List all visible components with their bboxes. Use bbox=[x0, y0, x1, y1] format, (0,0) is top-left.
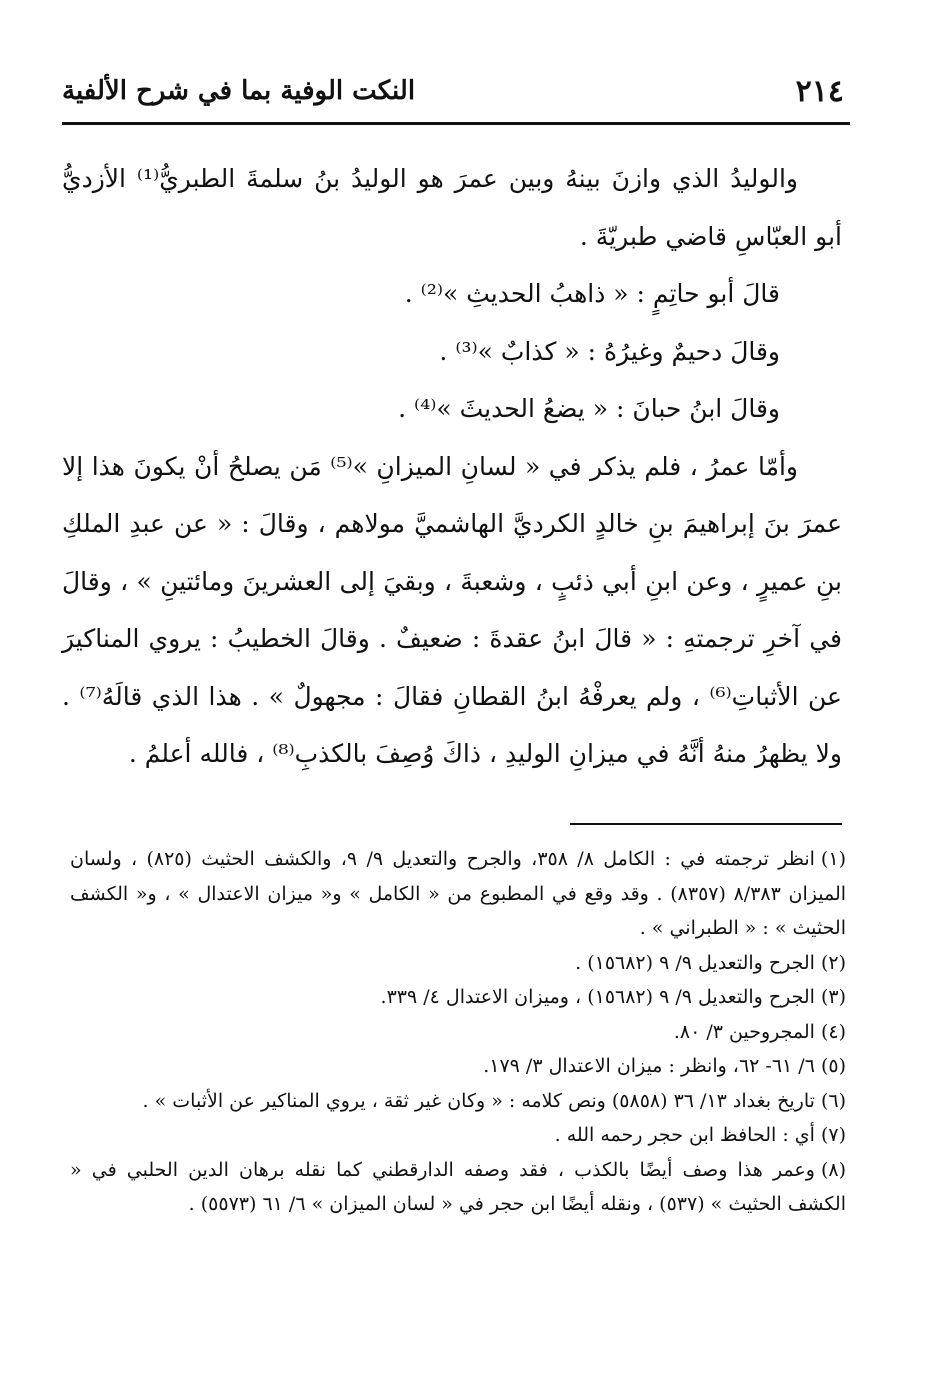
footnote-text: أي : الحافظ ابن حجر رحمه الله . bbox=[554, 1124, 815, 1146]
footnote bbox=[70, 842, 846, 946]
paragraph: وقالَ ابنُ حبانَ : « يضعُ الحديثَ »⁽⁴⁾ . bbox=[398, 394, 780, 423]
footnote-text: المجروحين ٣/ ٨٠. bbox=[673, 1020, 815, 1043]
page-header bbox=[62, 70, 850, 125]
footnote-number: (١) bbox=[820, 848, 846, 870]
paragraph: والوليدُ الذي وازنَ بينهُ وبين عمرَ هو الوليدُ بنُ سلمةَ الطبريُّ⁽¹⁾ الأزديُّ أبو العبّاسِ قاضي طبريّةَ . bbox=[62, 164, 842, 251]
footnote-number: (٧) bbox=[820, 1124, 846, 1146]
footnote-number: (٨) bbox=[820, 1158, 846, 1181]
paragraph: قالَ أبو حاتِمٍ : « ذاهبُ الحديثِ »⁽²⁾ . bbox=[404, 279, 780, 308]
footnote bbox=[70, 1084, 846, 1119]
footnote-number: (٣) bbox=[820, 986, 846, 1008]
footnote-text: الجرح والتعديل ٩/ ٩ (١٥٦٨٢) ، وميزان الاعتدال ٤/ ٣٣٩. bbox=[380, 986, 815, 1008]
running-title: النكت الوفية بما في شرح الألفية bbox=[62, 76, 416, 106]
footnote bbox=[70, 946, 846, 981]
main-text bbox=[62, 150, 842, 783]
footnote-text: ٦/ ٦١- ٦٢، وانظر : ميزان الاعتدال ٣/ ١٧٩. bbox=[483, 1055, 815, 1077]
paragraph: وقالَ دحيمٌ وغيرُهُ : « كذابٌ »⁽³⁾ . bbox=[439, 336, 780, 366]
footnote bbox=[70, 1153, 846, 1222]
footnote-number: (٤) bbox=[820, 1020, 846, 1043]
footnote-text: الجرح والتعديل ٩/ ٩ (١٥٦٨٢) . bbox=[575, 951, 815, 974]
footnote bbox=[70, 1049, 846, 1084]
footnote-text: تاريخ بغداد ١٣/ ٣٦ (٥٨٥٨) ونص كلامه : « وكان غير ثقة ، يروي المناكير عن الأثبات » . bbox=[142, 1089, 815, 1112]
footnote-text: انظر ترجمته في : الكامل ٨/ ٣٥٨، والجرح والتعديل ٩/ ٩، والكشف الحثيث (٨٢٥) ، ولسان الميزان ٨/٣٨٣ (٨٣٥٧) . وقد وقع في المطبوع من « الكامل » و« ميزان الاعتدال » ، و« الكشف الحثيث » : « الطبراني » . bbox=[70, 848, 847, 939]
paragraph: وأمّا عمرُ ، فلم يذكر في « لسانِ الميزانِ »⁽⁵⁾ مَن يصلحُ أنْ يكونَ هذا إلا عمرَ بنَ إبراهيمَ بنِ خالدٍ الكرديَّ الهاشميَّ مولاهم ، وقالَ : « عن عبدِ الملكِ بنِ عميرٍ ، وعن ابنِ أبي ذئبٍ ، وشعبةَ ، وبقيَ إلى العشرينَ ومائتينِ » ، وقالَ في آخرِ ترجمتهِ : « قالَ ابنُ عقدةَ : ضعيفٌ . وقالَ الخطيبُ : يروي المناكيرَ عن الأثباتِ⁽⁶⁾ ، ولم يعرفْهُ ابنُ القطانِ فقالَ : مجهولٌ » . هذا الذي قالَهُ⁽⁷⁾ . ولا يظهرُ منهُ أنَّهُ في ميزانِ الوليدِ ، ذاكَ وُصِفَ بالكذبِ⁽⁸⁾ ، فالله أعلمُ . bbox=[62, 451, 842, 768]
footnote-number: (٥) bbox=[820, 1055, 846, 1077]
footnote bbox=[70, 980, 846, 1015]
footnote bbox=[70, 1118, 846, 1153]
footnote-number: (٢) bbox=[820, 951, 846, 974]
footnote bbox=[70, 1015, 846, 1050]
page-number: ٢١٤ bbox=[795, 74, 844, 109]
footnote-separator bbox=[570, 823, 842, 825]
footnote-number: (٦) bbox=[820, 1089, 846, 1112]
footnotes bbox=[70, 842, 846, 1222]
footnote-text: وعمر هذا وصف أيضًا بالكذب ، فقد وصفه الدارقطني كما نقله برهان الدين الحلبي في « الكشف الحثيث » (٥٣٧) ، ونقله أيضًا ابن حجر في « لسان الميزان » ٦/ ٦١ (٥٥٧٣) . bbox=[70, 1158, 846, 1215]
